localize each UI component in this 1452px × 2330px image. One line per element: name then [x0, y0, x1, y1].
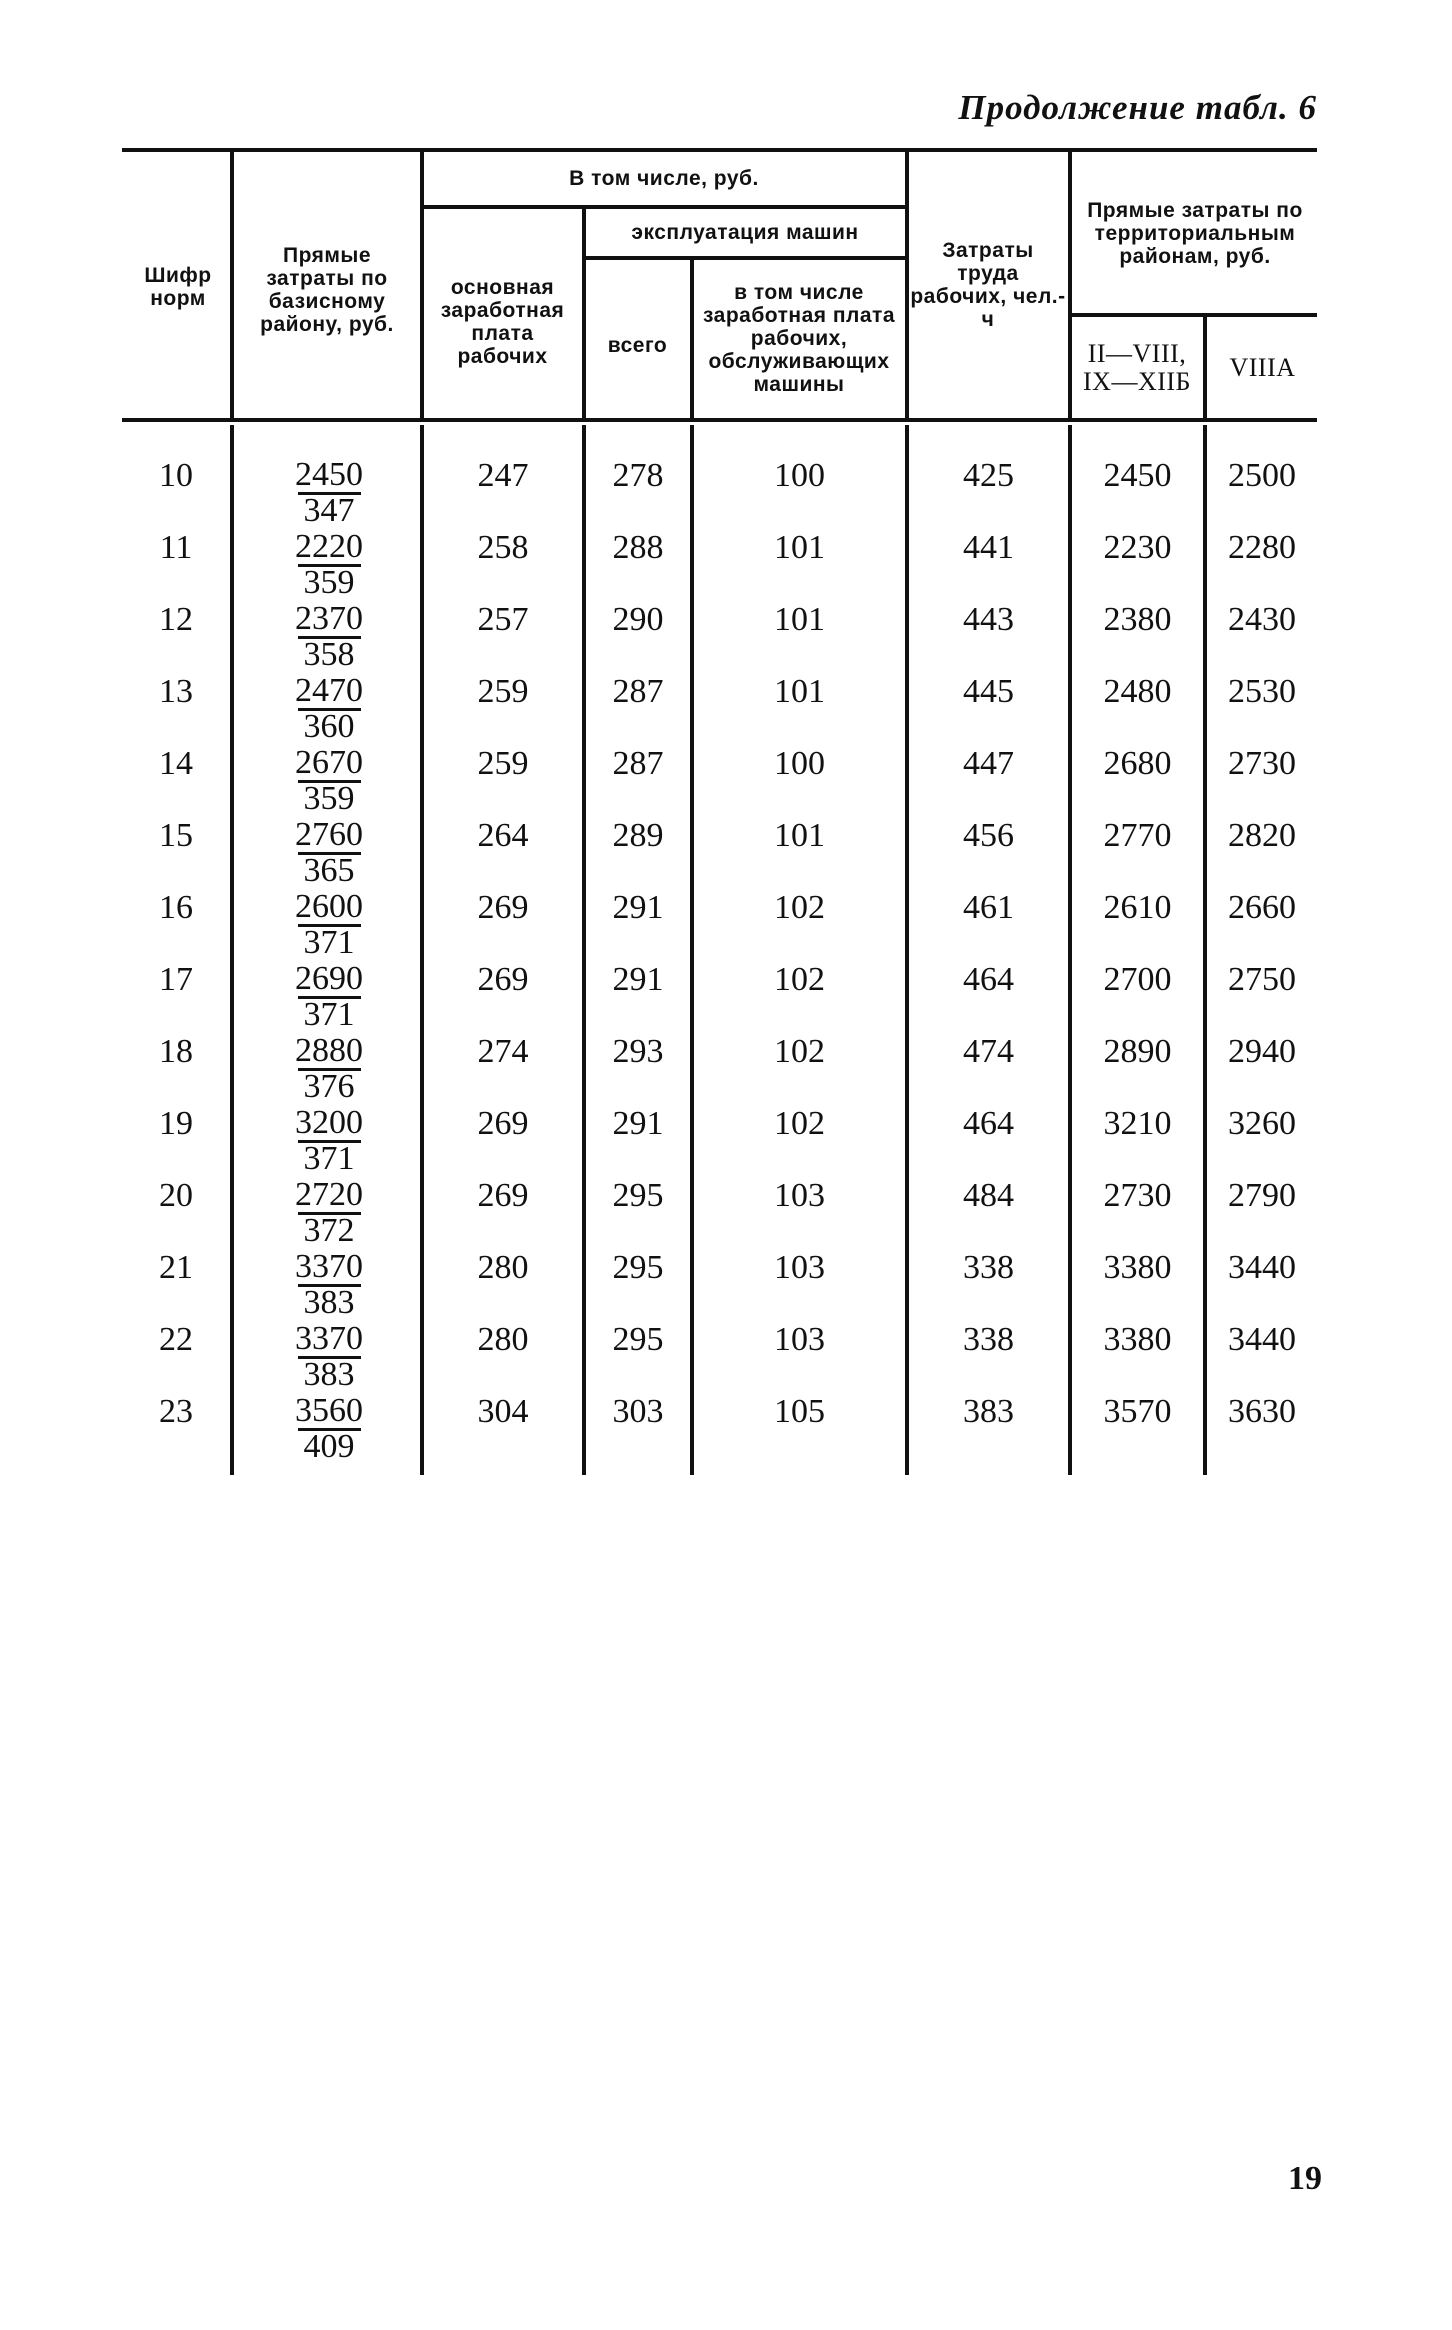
cell-zone-2: 2750	[1228, 961, 1296, 998]
cell-machine-total: 295	[612, 1321, 664, 1358]
cell-machine-wage: 101	[774, 673, 825, 710]
cell-base-wage: 274	[477, 1033, 529, 1070]
cell-machine-total: 293	[612, 1033, 664, 1070]
cell-labor: 441	[963, 529, 1014, 566]
cell-direct-base	[234, 1250, 424, 1320]
header-divider	[230, 148, 234, 422]
cell-labor: 484	[963, 1177, 1014, 1214]
cell-labor: 461	[963, 889, 1014, 926]
cell-zone-2: 2660	[1228, 889, 1296, 926]
header-including: В том числе, руб.	[569, 166, 759, 190]
cell-zone-1: 2770	[1103, 817, 1172, 854]
direct-cost-value: 2470	[295, 672, 363, 709]
header-divider	[905, 148, 909, 422]
cell-direct-base	[234, 674, 424, 744]
cell-labor: 447	[963, 745, 1014, 782]
cell-direct-base	[234, 602, 424, 672]
machine-group-rule	[584, 256, 906, 260]
header-direct-territorial: Прямые затраты по территориальным районам, руб.	[1087, 198, 1303, 268]
cell-direct-base	[234, 890, 424, 960]
header-zone-1: II—VIII, IX—XIIБ	[1083, 338, 1191, 396]
direct-cost-wage-value: 359	[298, 780, 361, 815]
cell-code: 10	[159, 457, 193, 494]
cell-direct-base	[234, 1106, 424, 1176]
header-code: Шифр норм	[144, 264, 212, 310]
cell-code: 17	[159, 961, 193, 998]
cell-machine-wage: 102	[774, 889, 825, 926]
cell-labor: 464	[963, 961, 1014, 998]
header-bottom-rule	[122, 418, 1317, 422]
direct-cost-value: 2720	[295, 1176, 363, 1213]
cell-base-wage: 269	[477, 1177, 529, 1214]
body-divider	[1203, 425, 1207, 1475]
cell-machine-wage: 103	[774, 1177, 825, 1214]
cell-zone-1: 3380	[1103, 1249, 1172, 1286]
cell-machine-wage: 102	[774, 1033, 825, 1070]
cell-direct-base	[234, 1394, 424, 1464]
cell-code: 23	[159, 1393, 193, 1430]
page-number: 19	[1288, 2160, 1322, 2197]
header-divider	[582, 205, 586, 422]
header-divider	[1068, 148, 1072, 422]
cell-code: 15	[159, 817, 193, 854]
cell-machine-wage: 101	[774, 601, 825, 638]
direct-cost-wage-value: 371	[298, 924, 361, 959]
direct-cost-wage-value: 383	[298, 1356, 361, 1391]
cell-zone-1: 3380	[1103, 1321, 1172, 1358]
direct-cost-wage-value: 365	[298, 852, 361, 887]
continuation-title: Продолжение табл. 6	[958, 88, 1317, 127]
cell-base-wage: 304	[477, 1393, 529, 1430]
cell-labor: 456	[963, 817, 1014, 854]
header-base-wage: основная заработная плата рабочих	[440, 276, 565, 368]
cell-direct-base	[234, 1034, 424, 1104]
header-divider	[1203, 313, 1207, 422]
cell-machine-wage: 100	[774, 745, 825, 782]
header-machine-wage: в том числе заработная плата рабочих, обслуживающих машины	[702, 280, 896, 396]
direct-cost-value: 2220	[295, 528, 363, 565]
cell-code: 16	[159, 889, 193, 926]
cell-labor: 474	[963, 1033, 1014, 1070]
cell-zone-1: 2480	[1103, 673, 1172, 710]
cell-code: 13	[159, 673, 193, 710]
cell-machine-wage: 102	[774, 961, 825, 998]
including-group-rule	[422, 205, 906, 209]
cell-labor: 425	[963, 457, 1014, 494]
cell-code: 19	[159, 1105, 193, 1142]
header-labor: Затраты труда рабочих, чел.-ч	[910, 239, 1066, 331]
direct-cost-value: 2600	[295, 888, 363, 925]
cell-direct-base	[234, 746, 424, 816]
cell-zone-1: 2680	[1103, 745, 1172, 782]
cell-machine-wage: 103	[774, 1249, 825, 1286]
cell-code: 22	[159, 1321, 193, 1358]
cell-zone-2: 2790	[1228, 1177, 1296, 1214]
direct-cost-value: 2880	[295, 1032, 363, 1069]
cell-zone-1: 2230	[1103, 529, 1172, 566]
cell-labor: 445	[963, 673, 1014, 710]
body-divider	[905, 425, 909, 1475]
direct-cost-value: 3200	[295, 1104, 363, 1141]
cell-machine-total: 295	[612, 1249, 664, 1286]
cell-code: 21	[159, 1249, 193, 1286]
cell-machine-wage: 102	[774, 1105, 825, 1142]
territorial-group-rule	[1070, 313, 1317, 317]
body-divider	[690, 425, 694, 1475]
cell-base-wage: 269	[477, 961, 529, 998]
cell-zone-1: 2610	[1103, 889, 1172, 926]
cell-code: 12	[159, 601, 193, 638]
cell-labor: 464	[963, 1105, 1014, 1142]
cell-base-wage: 259	[477, 673, 529, 710]
cell-code: 20	[159, 1177, 193, 1214]
cell-base-wage: 269	[477, 889, 529, 926]
cell-machine-total: 278	[612, 457, 664, 494]
body-divider	[582, 425, 586, 1475]
header-divider	[690, 256, 694, 422]
header-zone-2: VIIIА	[1229, 352, 1296, 382]
direct-cost-wage-value: 360	[298, 708, 361, 743]
direct-cost-value: 2670	[295, 744, 363, 781]
cell-direct-base	[234, 530, 424, 600]
cell-zone-2: 2530	[1228, 673, 1296, 710]
cell-base-wage: 264	[477, 817, 529, 854]
body-divider	[1068, 425, 1072, 1475]
cell-base-wage: 259	[477, 745, 529, 782]
cell-zone-2: 3440	[1228, 1321, 1296, 1358]
cell-direct-base	[234, 818, 424, 888]
cell-machine-wage: 103	[774, 1321, 825, 1358]
cell-labor: 383	[963, 1393, 1014, 1430]
direct-cost-value: 2760	[295, 816, 363, 853]
direct-cost-wage-value: 383	[298, 1284, 361, 1319]
cell-zone-1: 2700	[1103, 961, 1172, 998]
cell-zone-1: 2890	[1103, 1033, 1172, 1070]
cell-machine-total: 290	[612, 601, 664, 638]
cell-machine-total: 291	[612, 889, 664, 926]
cell-zone-1: 3210	[1103, 1105, 1172, 1142]
cell-machine-total: 295	[612, 1177, 664, 1214]
cell-direct-base	[234, 458, 424, 528]
direct-cost-value: 2370	[295, 600, 363, 637]
cell-machine-total: 289	[612, 817, 664, 854]
cell-base-wage: 247	[477, 457, 529, 494]
cell-zone-1: 3570	[1103, 1393, 1172, 1430]
cell-machine-total: 288	[612, 529, 664, 566]
header-machine-total: всего	[607, 333, 668, 357]
cell-base-wage: 280	[477, 1249, 529, 1286]
cell-labor: 338	[963, 1321, 1014, 1358]
cell-code: 14	[159, 745, 193, 782]
cell-zone-2: 2730	[1228, 745, 1296, 782]
direct-cost-wage-value: 376	[298, 1068, 361, 1103]
cell-machine-wage: 105	[774, 1393, 825, 1430]
cell-code: 11	[159, 529, 193, 566]
header-divider	[420, 148, 424, 422]
cell-zone-2: 3260	[1228, 1105, 1296, 1142]
cell-machine-total: 291	[612, 961, 664, 998]
cell-direct-base	[234, 1322, 424, 1392]
direct-cost-wage-value: 372	[298, 1212, 361, 1247]
cell-base-wage: 280	[477, 1321, 529, 1358]
header-direct-base: Прямые затраты по базисному району, руб.	[260, 244, 394, 336]
direct-cost-value: 3370	[295, 1248, 363, 1285]
cell-direct-base	[234, 962, 424, 1032]
direct-cost-wage-value: 371	[298, 1140, 361, 1175]
cell-zone-1: 2380	[1103, 601, 1172, 638]
direct-cost-wage-value: 347	[298, 492, 361, 527]
cell-zone-2: 3440	[1228, 1249, 1296, 1286]
cell-base-wage: 257	[477, 601, 529, 638]
direct-cost-wage-value: 371	[298, 996, 361, 1031]
cell-machine-total: 287	[612, 673, 664, 710]
direct-cost-value: 3560	[295, 1392, 363, 1429]
direct-cost-wage-value: 409	[298, 1428, 361, 1463]
cell-zone-2: 3630	[1228, 1393, 1296, 1430]
cell-direct-base	[234, 1178, 424, 1248]
cell-zone-1: 2730	[1103, 1177, 1172, 1214]
direct-cost-value: 2690	[295, 960, 363, 997]
cell-machine-wage: 101	[774, 817, 825, 854]
cell-labor: 443	[963, 601, 1014, 638]
cell-zone-2: 2430	[1228, 601, 1296, 638]
cell-zone-2: 2500	[1228, 457, 1296, 494]
cell-labor: 338	[963, 1249, 1014, 1286]
header-machine-operation: эксплуатация машин	[631, 220, 859, 244]
cell-base-wage: 258	[477, 529, 529, 566]
cell-machine-total: 287	[612, 745, 664, 782]
cell-machine-total: 303	[612, 1393, 664, 1430]
cell-zone-2: 2280	[1228, 529, 1296, 566]
cell-zone-2: 2820	[1228, 817, 1296, 854]
direct-cost-wage-value: 358	[298, 636, 361, 671]
cell-machine-total: 291	[612, 1105, 664, 1142]
cell-zone-1: 2450	[1103, 457, 1172, 494]
cell-machine-wage: 101	[774, 529, 825, 566]
direct-cost-value: 3370	[295, 1320, 363, 1357]
cell-code: 18	[159, 1033, 193, 1070]
cell-zone-2: 2940	[1228, 1033, 1296, 1070]
direct-cost-value: 2450	[295, 456, 363, 493]
cell-machine-wage: 100	[774, 457, 825, 494]
direct-cost-wage-value: 359	[298, 564, 361, 599]
table-top-rule	[122, 148, 1317, 152]
cell-base-wage: 269	[477, 1105, 529, 1142]
